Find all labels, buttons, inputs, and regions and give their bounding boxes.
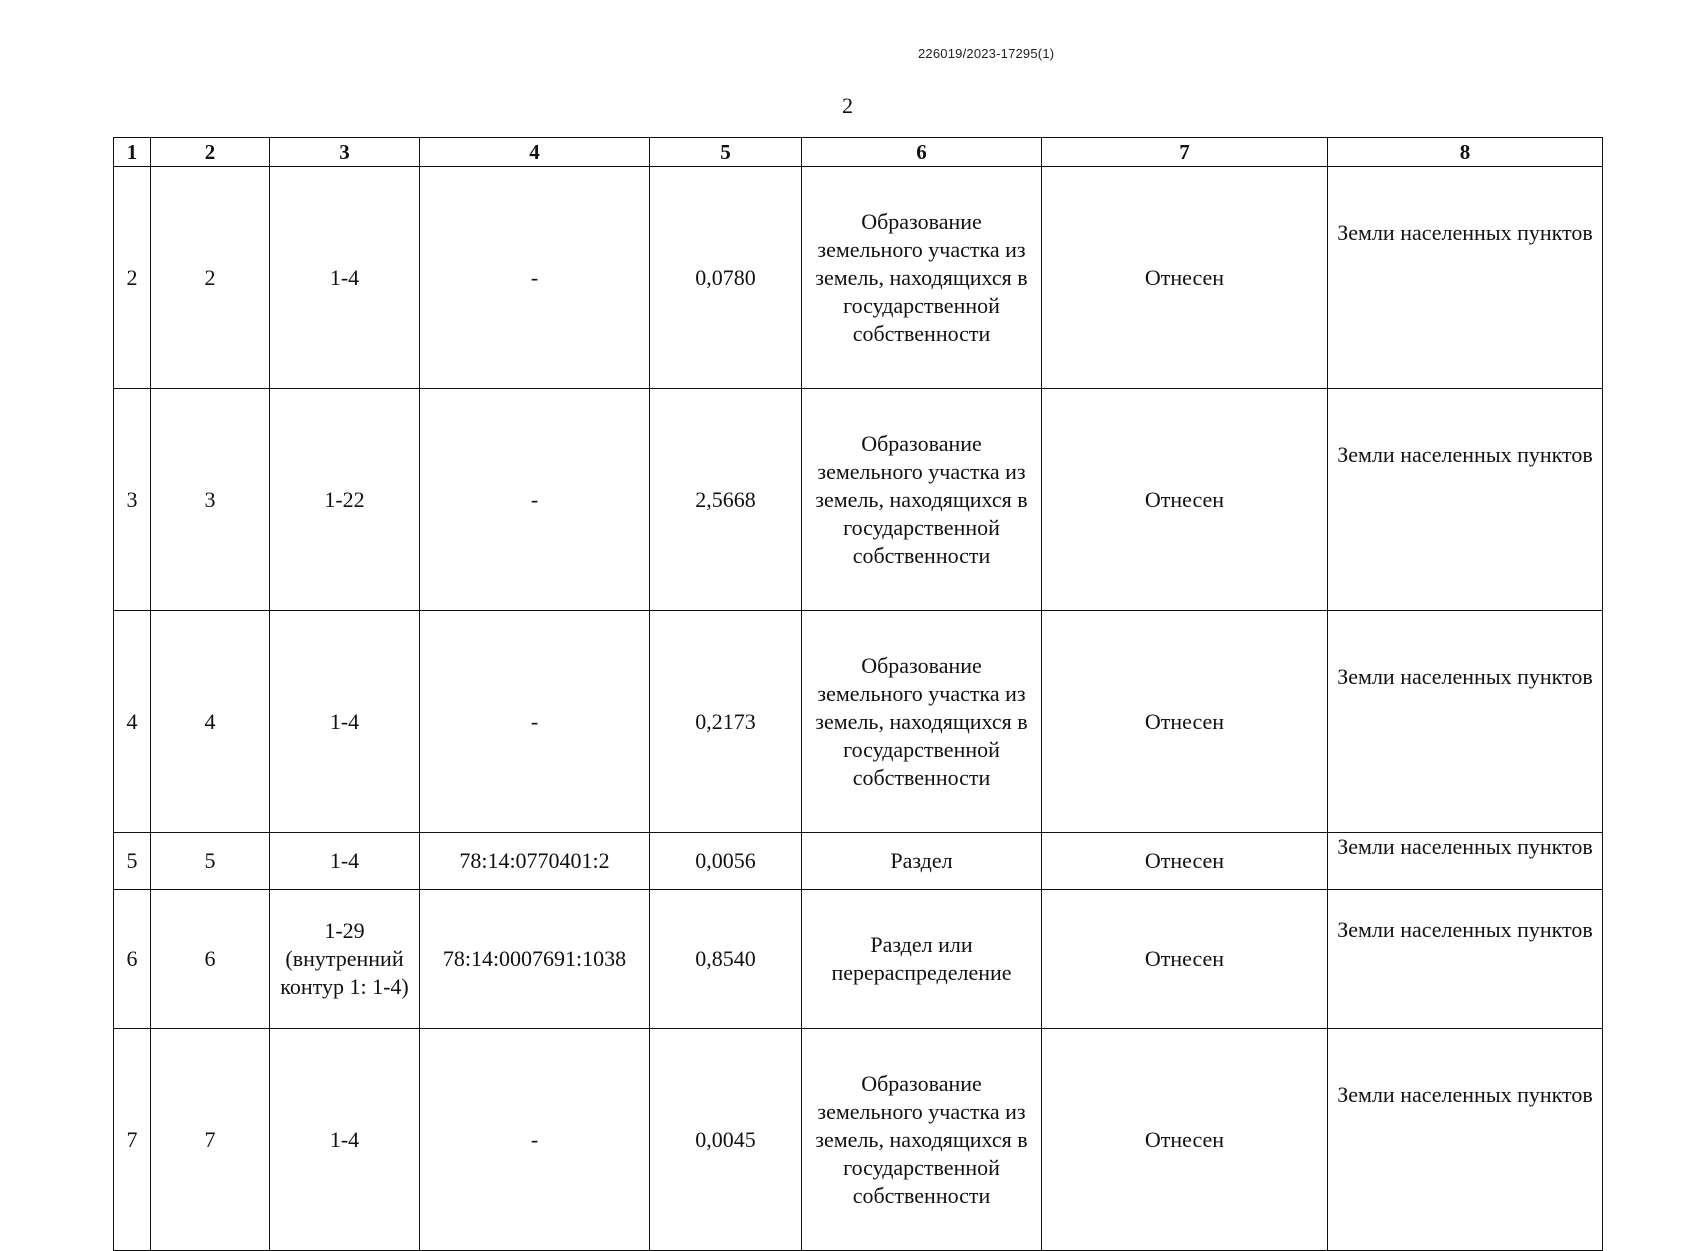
cell-boundary-points: 1-4 (270, 167, 420, 389)
land-plots-table (113, 137, 1603, 1251)
cell-land-category: Земли населенных пунктов (1328, 167, 1603, 389)
cell-cadastral-number: - (420, 167, 650, 389)
page-number: 2 (842, 93, 853, 118)
cell-formation-method: Раздел или перераспределение (802, 890, 1042, 1029)
cell-area: 0,0045 (650, 1029, 802, 1251)
cell-plot-number: 5 (151, 833, 270, 890)
column-header-8: 8 (1328, 138, 1603, 167)
column-header-6: 6 (802, 138, 1042, 167)
cell-land-category: Земли населенных пунктов (1328, 890, 1603, 1029)
column-header-4: 4 (420, 138, 650, 167)
cell-cadastral-number: - (420, 389, 650, 611)
cell-status: Отнесен (1042, 1029, 1328, 1251)
table-row (114, 611, 1603, 833)
cell-land-category: Земли населенных пунктов (1328, 389, 1603, 611)
cell-boundary-points: 1-4 (270, 611, 420, 833)
cell-cadastral-number: - (420, 611, 650, 833)
cell-area: 0,0780 (650, 167, 802, 389)
table-row (114, 833, 1603, 890)
cell-plot-number: 3 (151, 389, 270, 611)
document-registration-number: 226019/2023-17295(1) (918, 46, 1055, 61)
cell-land-category: Земли населенных пунктов (1328, 833, 1603, 890)
table-row (114, 167, 1603, 389)
cell-row-number: 5 (114, 833, 151, 890)
cell-status: Отнесен (1042, 167, 1328, 389)
cell-formation-method: Образование земельного участка из земель, находящихся в государственной собственности (802, 1029, 1042, 1251)
column-header-7: 7 (1042, 138, 1328, 167)
cell-formation-method: Образование земельного участка из земель, находящихся в государственной собственности (802, 389, 1042, 611)
cell-cadastral-number: 78:14:0770401:2 (420, 833, 650, 890)
cell-row-number: 6 (114, 890, 151, 1029)
cell-boundary-points: 1-29 (внутренний контур 1: 1-4) (270, 890, 420, 1029)
cell-row-number: 7 (114, 1029, 151, 1251)
cell-row-number: 2 (114, 167, 151, 389)
cell-formation-method: Раздел (802, 833, 1042, 890)
cell-plot-number: 2 (151, 167, 270, 389)
cell-plot-number: 4 (151, 611, 270, 833)
cell-boundary-points: 1-4 (270, 833, 420, 890)
column-header-2: 2 (151, 138, 270, 167)
table-body (114, 167, 1603, 1251)
column-header-3: 3 (270, 138, 420, 167)
column-header-1: 1 (114, 138, 151, 167)
cell-status: Отнесен (1042, 611, 1328, 833)
cell-area: 0,0056 (650, 833, 802, 890)
cell-formation-method: Образование земельного участка из земель, находящихся в государственной собственности (802, 167, 1042, 389)
cell-boundary-points: 1-22 (270, 389, 420, 611)
cell-status: Отнесен (1042, 389, 1328, 611)
table-row (114, 890, 1603, 1029)
cell-formation-method: Образование земельного участка из земель, находящихся в государственной собственности (802, 611, 1042, 833)
table-row (114, 389, 1603, 611)
header-row (114, 138, 1603, 167)
table-row (114, 1029, 1603, 1251)
cell-area: 2,5668 (650, 389, 802, 611)
cell-cadastral-number: - (420, 1029, 650, 1251)
cell-plot-number: 7 (151, 1029, 270, 1251)
cell-boundary-points: 1-4 (270, 1029, 420, 1251)
cell-area: 0,8540 (650, 890, 802, 1029)
cell-cadastral-number: 78:14:0007691:1038 (420, 890, 650, 1029)
cell-status: Отнесен (1042, 833, 1328, 890)
cell-land-category: Земли населенных пунктов (1328, 1029, 1603, 1251)
cell-row-number: 3 (114, 389, 151, 611)
table-header (114, 138, 1603, 167)
cell-land-category: Земли населенных пунктов (1328, 611, 1603, 833)
cell-status: Отнесен (1042, 890, 1328, 1029)
column-header-5: 5 (650, 138, 802, 167)
cell-plot-number: 6 (151, 890, 270, 1029)
cell-area: 0,2173 (650, 611, 802, 833)
cell-row-number: 4 (114, 611, 151, 833)
